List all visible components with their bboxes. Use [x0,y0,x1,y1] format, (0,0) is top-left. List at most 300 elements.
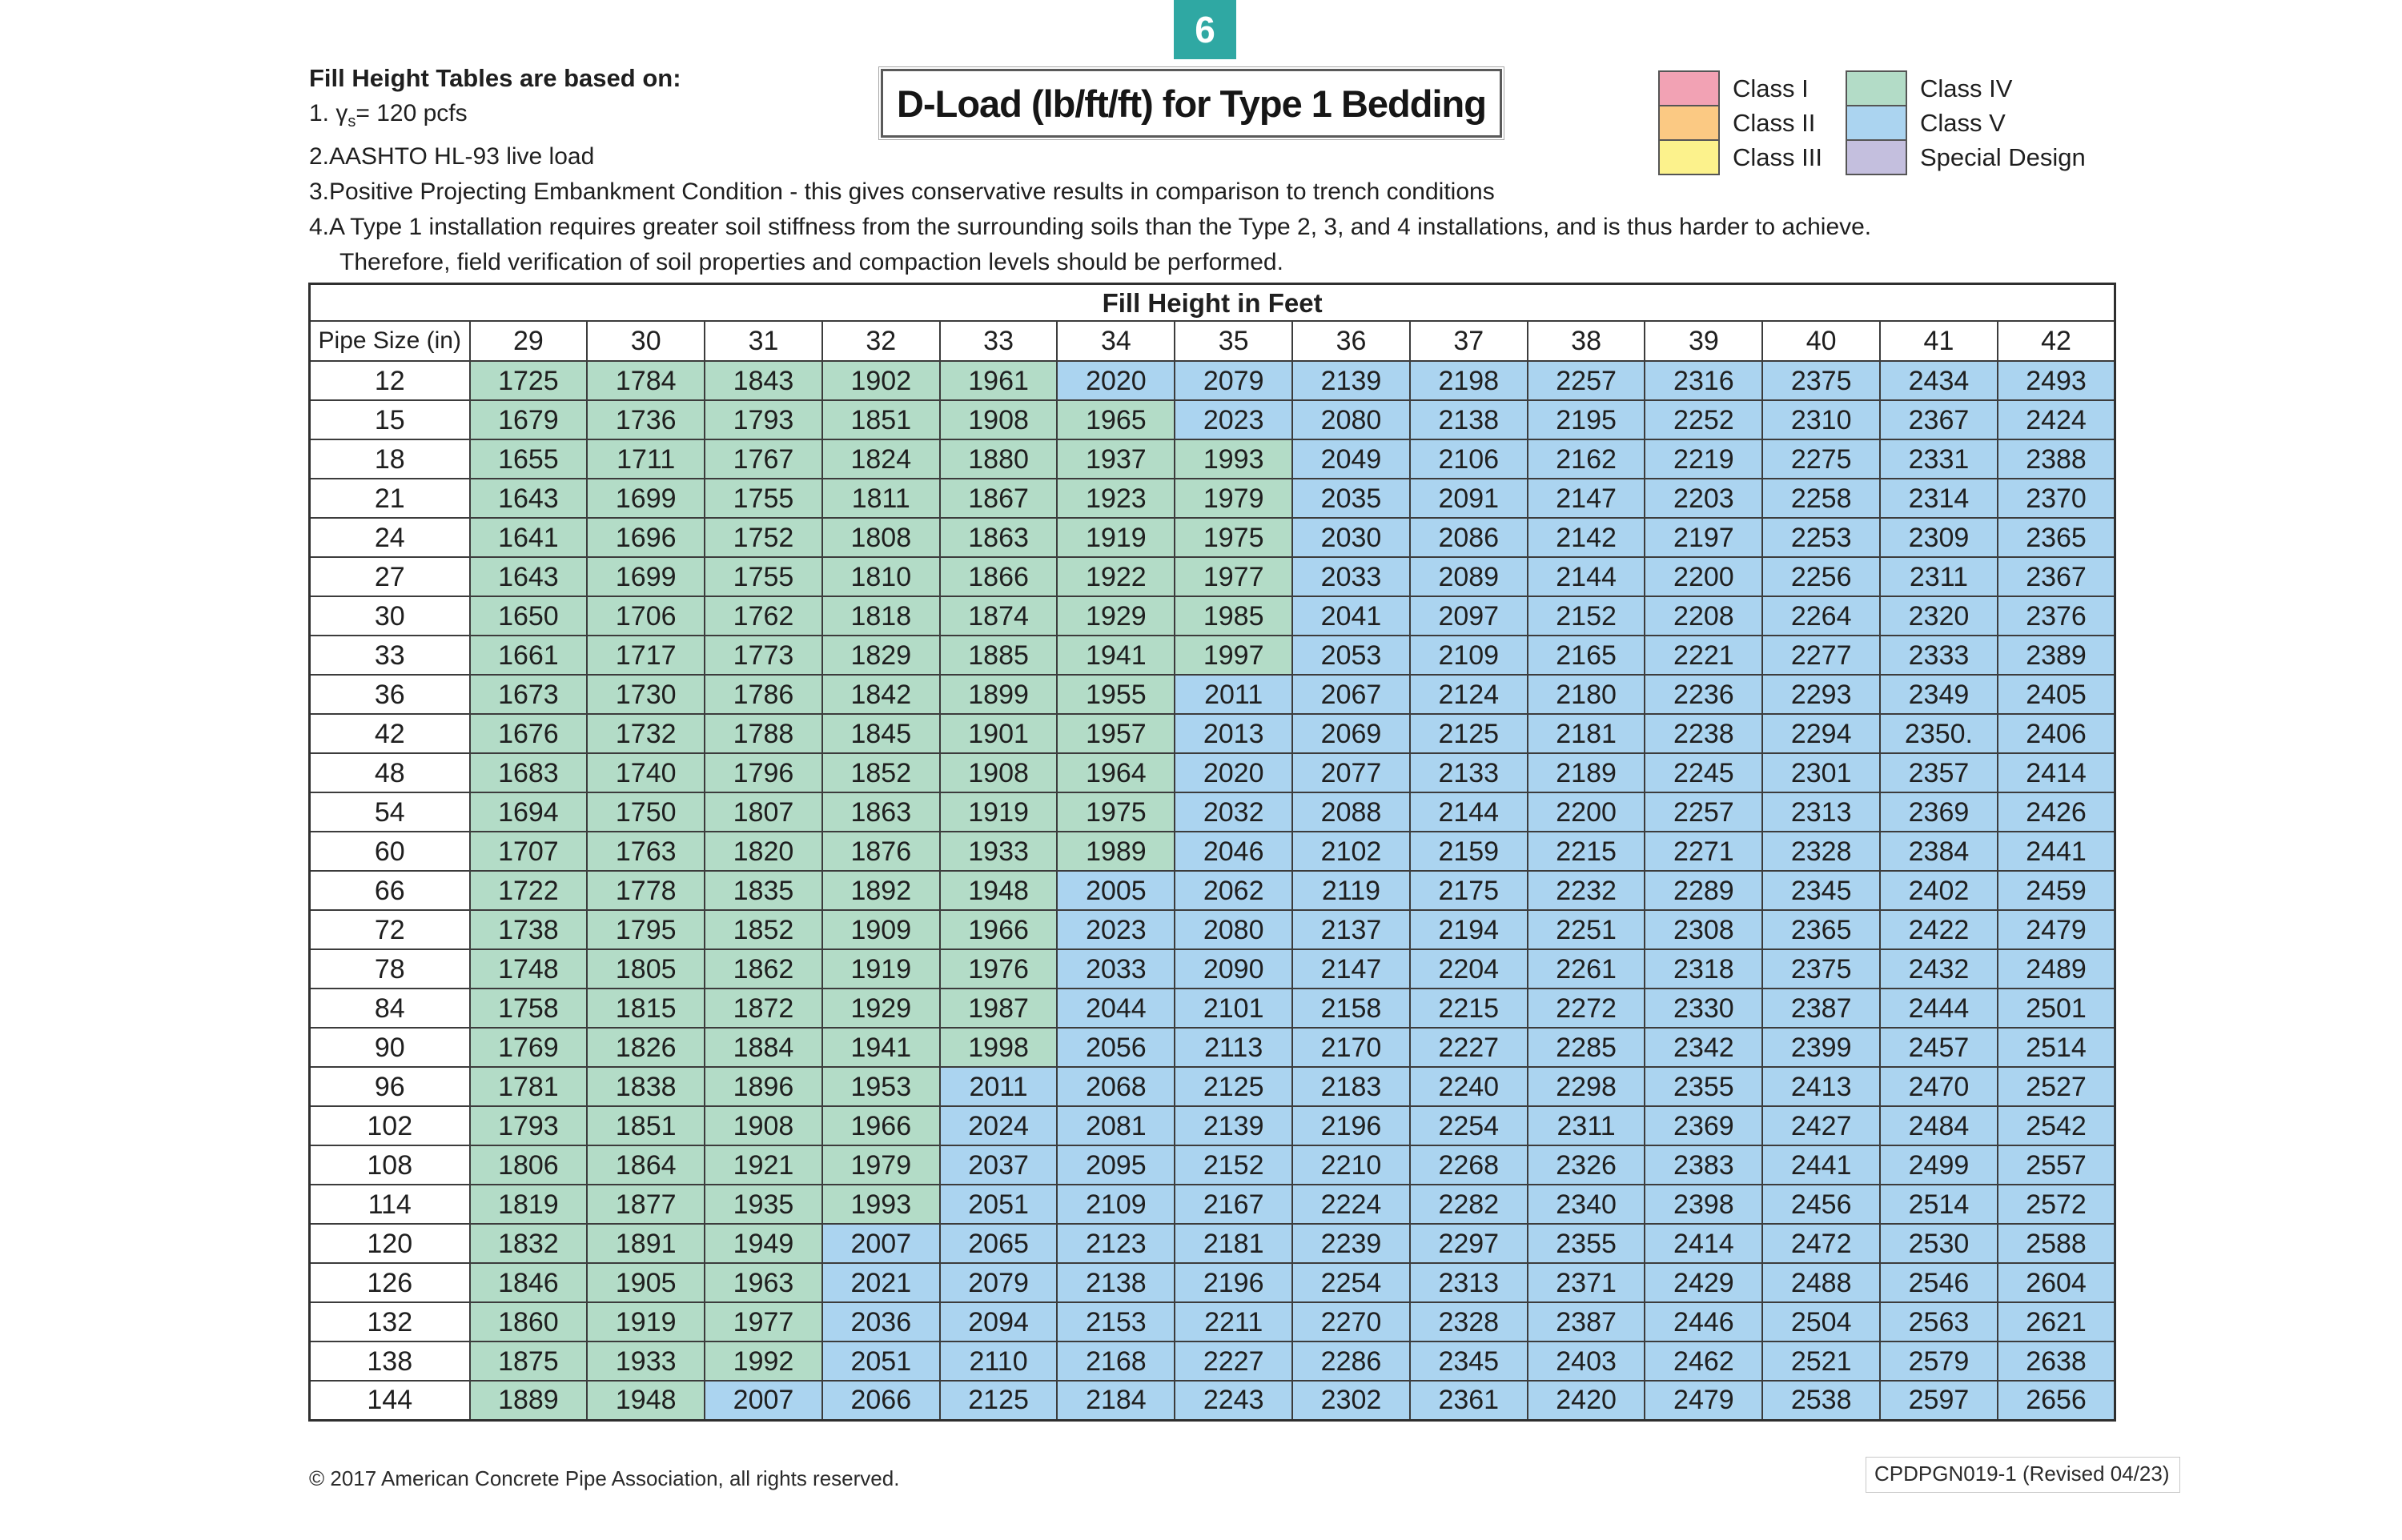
dload-cell-class-v: 2158 [1292,989,1410,1028]
pipe-size-cell: 54 [310,792,470,832]
dload-cell-class-v: 2181 [1528,714,1645,753]
dload-cell-class-iv: 1755 [705,557,822,596]
dload-cell-class-iv: 1941 [1057,636,1175,675]
fill-height-col-31: 31 [705,321,822,361]
dload-cell-class-v: 2429 [1645,1263,1762,1302]
dload-cell-class-v: 2119 [1292,871,1410,910]
note-line: Therefore, field verification of soil properties and compaction levels should be performed. [339,249,1283,275]
dload-cell-class-v: 2243 [1175,1381,1292,1420]
table-row-pipe-108 [310,1145,2115,1185]
table-row-pipe-78 [310,949,2115,989]
dload-cell-class-iv: 1793 [705,400,822,439]
dload-cell-class-iv: 1793 [470,1106,588,1145]
dload-cell-class-iv: 1989 [1057,832,1175,871]
dload-cell-class-v: 2239 [1292,1224,1410,1263]
legend-column-left [1658,70,1822,175]
dload-cell-class-v: 2355 [1528,1224,1645,1263]
dload-cell-class-v: 2367 [1998,557,2115,596]
pipe-size-cell: 90 [310,1028,470,1067]
dload-cell-class-v: 2340 [1528,1185,1645,1224]
dload-cell-class-iv: 1815 [587,989,705,1028]
dload-cell-class-v: 2479 [1645,1381,1762,1420]
table-row-pipe-24 [310,518,2115,557]
dload-cell-class-iv: 1655 [470,439,588,479]
dload-cell-class-v: 2406 [1998,714,2115,753]
dload-cell-class-v: 2032 [1175,792,1292,832]
dload-cell-class-iv: 1889 [470,1381,588,1420]
dload-cell-class-v: 2557 [1998,1145,2115,1185]
dload-cell-class-v: 2088 [1292,792,1410,832]
dload-cell-class-iv: 1964 [1057,753,1175,792]
dload-cell-class-iv: 1807 [705,792,822,832]
dload-cell-class-v: 2365 [1762,910,1880,949]
dload-cell-class-v: 2579 [1880,1341,1998,1381]
note-line: 2.AASHTO HL-93 live load [309,143,595,170]
dload-cell-class-v: 2053 [1292,636,1410,675]
dload-cell-class-v: 2402 [1880,871,1998,910]
dload-cell-class-iv: 1738 [470,910,588,949]
dload-cell-class-v: 2168 [1057,1341,1175,1381]
dload-cell-class-v: 2165 [1528,636,1645,675]
dload-cell-class-v: 2102 [1292,832,1410,871]
dload-cell-class-v: 2232 [1528,871,1645,910]
dload-cell-class-iv: 1921 [705,1145,822,1185]
dload-cell-class-iv: 1880 [940,439,1058,479]
dload-cell-class-v: 2180 [1528,675,1645,714]
dload-cell-class-v: 2538 [1762,1381,1880,1420]
fill-height-col-40: 40 [1762,321,1880,361]
table-row-pipe-27 [310,557,2115,596]
dload-cell-class-iv: 1641 [470,518,588,557]
dload-cell-class-v: 2427 [1762,1106,1880,1145]
dload-cell-class-iv: 1643 [470,479,588,518]
dload-cell-class-v: 2051 [940,1185,1058,1224]
dload-cell-class-v: 2388 [1998,439,2115,479]
dload-cell-class-v: 2215 [1410,989,1528,1028]
dload-cell-class-v: 2441 [1998,832,2115,871]
pipe-size-cell: 15 [310,400,470,439]
legend-swatch-class-i [1658,70,1720,106]
dload-cell-class-v: 2051 [822,1341,940,1381]
dload-cell-class-v: 2257 [1645,792,1762,832]
dload-cell-class-v: 2142 [1528,518,1645,557]
dload-cell-class-v: 2252 [1645,400,1762,439]
table-title: Fill Height in Feet [310,284,2115,322]
dload-cell-class-iv: 1867 [940,479,1058,518]
dload-cell-class-iv: 1796 [705,753,822,792]
legend-swatch-class-iii [1658,139,1720,175]
dload-cell-class-iv: 1876 [822,832,940,871]
dload-cell-class-iv: 1976 [940,949,1058,989]
dload-cell-class-v: 2219 [1645,439,1762,479]
dload-cell-class-v: 2331 [1880,439,1998,479]
dload-cell-class-v: 2350. [1880,714,1998,753]
page-number-badge: 6 [1174,0,1236,59]
pipe-size-cell: 72 [310,910,470,949]
dload-cell-class-v: 2311 [1528,1106,1645,1145]
dload-cell-class-v: 2355 [1645,1067,1762,1106]
dload-cell-class-iv: 1908 [940,753,1058,792]
dload-cell-class-iv: 1901 [940,714,1058,753]
table-row-pipe-15 [310,400,2115,439]
pipe-size-cell: 84 [310,989,470,1028]
table-row-pipe-84 [310,989,2115,1028]
dload-cell-class-iv: 1955 [1057,675,1175,714]
dload-cell-class-v: 2023 [1175,400,1292,439]
pipe-size-cell: 27 [310,557,470,596]
pipe-size-cell: 33 [310,636,470,675]
legend-item [1846,139,2086,175]
fill-height-col-33: 33 [940,321,1058,361]
dload-cell-class-iv: 1829 [822,636,940,675]
dload-cell-class-v: 2457 [1880,1028,1998,1067]
dload-cell-class-iv: 1679 [470,400,588,439]
table-row-pipe-54 [310,792,2115,832]
dload-cell-class-v: 2227 [1410,1028,1528,1067]
dload-cell-class-v: 2546 [1880,1263,1998,1302]
fill-height-col-37: 37 [1410,321,1528,361]
legend-label: Class I [1733,74,1809,102]
dload-cell-class-iv: 1979 [1175,479,1292,518]
legend-item [1846,105,2086,141]
dload-cell-class-v: 2089 [1410,557,1528,596]
dload-cell-class-v: 2285 [1528,1028,1645,1067]
dload-cell-class-v: 2005 [1057,871,1175,910]
dload-cell-class-v: 2011 [1175,675,1292,714]
dload-cell-class-iv: 1696 [587,518,705,557]
dload-cell-class-v: 2434 [1880,361,1998,400]
dload-cell-class-v: 2194 [1410,910,1528,949]
dload-cell-class-v: 2144 [1410,792,1528,832]
dload-cell-class-v: 2375 [1762,361,1880,400]
dload-cell-class-v: 2298 [1528,1067,1645,1106]
dload-cell-class-v: 2198 [1410,361,1528,400]
dload-cell-class-iv: 1762 [705,596,822,636]
dload-cell-class-v: 2398 [1645,1185,1762,1224]
dload-cell-class-v: 2521 [1762,1341,1880,1381]
dload-cell-class-iv: 1941 [822,1028,940,1067]
dload-cell-class-v: 2056 [1057,1028,1175,1067]
dload-cell-class-iv: 1763 [587,832,705,871]
dload-cell-class-v: 2080 [1292,400,1410,439]
dload-cell-class-v: 2420 [1528,1381,1645,1420]
dload-cell-class-iv: 1919 [1057,518,1175,557]
dload-cell-class-v: 2301 [1762,753,1880,792]
fill-height-col-30: 30 [587,321,705,361]
dload-cell-class-v: 2311 [1880,557,1998,596]
dload-cell-class-iv: 1750 [587,792,705,832]
table-row-pipe-132 [310,1302,2115,1341]
dload-cell-class-iv: 1998 [940,1028,1058,1067]
dload-cell-class-iv: 1977 [1175,557,1292,596]
dload-cell-class-iv: 1788 [705,714,822,753]
table-row-pipe-60 [310,832,2115,871]
dload-cell-class-v: 2238 [1645,714,1762,753]
dload-cell-class-v: 2167 [1175,1185,1292,1224]
dload-cell-class-v: 2200 [1645,557,1762,596]
dload-cell-class-iv: 1975 [1057,792,1175,832]
dload-cell-class-v: 2144 [1528,557,1645,596]
table-row-pipe-120 [310,1224,2115,1263]
dload-cell-class-iv: 1885 [940,636,1058,675]
dload-cell-class-v: 2328 [1762,832,1880,871]
dload-cell-class-v: 2020 [1175,753,1292,792]
dload-cell-class-v: 2313 [1410,1263,1528,1302]
dload-cell-class-v: 2106 [1410,439,1528,479]
dload-cell-class-v: 2068 [1057,1067,1175,1106]
dload-cell-class-v: 2384 [1880,832,1998,871]
dload-cell-class-iv: 1758 [470,989,588,1028]
dload-cell-class-v: 2189 [1528,753,1645,792]
pipe-size-cell: 96 [310,1067,470,1106]
page-title: D-Load (lb/ft/ft) for Type 1 Bedding [881,69,1502,138]
dload-cell-class-iv: 1948 [587,1381,705,1420]
table-row-pipe-30 [310,596,2115,636]
dload-cell-class-v: 2456 [1762,1185,1880,1224]
dload-cell-class-v: 2240 [1410,1067,1528,1106]
dload-cell-class-v: 2320 [1880,596,1998,636]
table-row-pipe-144 [310,1381,2115,1420]
dload-cell-class-v: 2147 [1292,949,1410,989]
dload-cell-class-v: 2342 [1645,1028,1762,1067]
dload-cell-class-iv: 1919 [822,949,940,989]
table-title-row [310,284,2115,322]
dload-cell-class-iv: 1953 [822,1067,940,1106]
dload-cell-class-v: 2275 [1762,439,1880,479]
dload-cell-class-v: 2153 [1057,1302,1175,1341]
dload-cell-class-iv: 1661 [470,636,588,675]
dload-cell-class-iv: 1736 [587,400,705,439]
dload-cell-class-iv: 1993 [822,1185,940,1224]
dload-cell-class-v: 2196 [1292,1106,1410,1145]
dload-cell-class-v: 2069 [1292,714,1410,753]
dload-cell-class-v: 2270 [1292,1302,1410,1341]
dload-cell-class-v: 2007 [705,1381,822,1420]
dload-cell-class-v: 2251 [1528,910,1645,949]
dload-cell-class-v: 2138 [1057,1263,1175,1302]
dload-cell-class-v: 2446 [1645,1302,1762,1341]
dload-cell-class-iv: 1707 [470,832,588,871]
dload-cell-class-iv: 1892 [822,871,940,910]
dload-cell-class-iv: 1706 [587,596,705,636]
dload-cell-class-v: 2147 [1528,479,1645,518]
dload-cell-class-iv: 1824 [822,439,940,479]
dload-cell-class-v: 2049 [1292,439,1410,479]
dload-cell-class-iv: 1937 [1057,439,1175,479]
dload-cell-class-v: 2036 [822,1302,940,1341]
table-row-pipe-12 [310,361,2115,400]
dload-cell-class-iv: 1997 [1175,636,1292,675]
dload-cell-class-iv: 1891 [587,1224,705,1263]
dload-cell-class-iv: 1730 [587,675,705,714]
dload-cell-class-v: 2389 [1998,636,2115,675]
legend-item [1846,70,2086,106]
dload-cell-class-v: 2080 [1175,910,1292,949]
dload-cell-class-iv: 1922 [1057,557,1175,596]
dload-cell-class-v: 2123 [1057,1224,1175,1263]
table-row-pipe-33 [310,636,2115,675]
dload-cell-class-iv: 1843 [705,361,822,400]
dload-cell-class-iv: 1784 [587,361,705,400]
dload-cell-class-v: 2563 [1880,1302,1998,1341]
dload-cell-class-iv: 1874 [940,596,1058,636]
dload-cell-class-iv: 1863 [822,792,940,832]
dload-cell-class-v: 2109 [1410,636,1528,675]
dload-cell-class-iv: 1905 [587,1263,705,1302]
dload-cell-class-v: 2254 [1410,1106,1528,1145]
legend-item [1658,105,1822,141]
dload-cell-class-v: 2488 [1762,1263,1880,1302]
dload-cell-class-v: 2095 [1057,1145,1175,1185]
dload-cell-class-iv: 1877 [587,1185,705,1224]
dload-cell-class-v: 2387 [1528,1302,1645,1341]
pipe-size-cell: 60 [310,832,470,871]
dload-cell-class-iv: 1993 [1175,439,1292,479]
dload-cell-class-iv: 1781 [470,1067,588,1106]
dload-cell-class-v: 2441 [1762,1145,1880,1185]
dload-cell-class-v: 2221 [1645,636,1762,675]
dload-cell-class-iv: 1862 [705,949,822,989]
dload-cell-class-v: 2530 [1880,1224,1998,1263]
dload-cell-class-v: 2035 [1292,479,1410,518]
dload-cell-class-v: 2293 [1762,675,1880,714]
dload-cell-class-v: 2330 [1645,989,1762,1028]
dload-cell-class-v: 2184 [1057,1381,1175,1420]
dload-cell-class-v: 2200 [1528,792,1645,832]
dload-cell-class-v: 2501 [1998,989,2115,1028]
pipe-size-cell: 21 [310,479,470,518]
dload-cell-class-iv: 1935 [705,1185,822,1224]
dload-cell-class-v: 2109 [1057,1185,1175,1224]
dload-cell-class-iv: 1773 [705,636,822,675]
dload-cell-class-v: 2024 [940,1106,1058,1145]
dload-cell-class-v: 2656 [1998,1381,2115,1420]
pipe-size-cell: 144 [310,1381,470,1420]
dload-cell-class-v: 2272 [1528,989,1645,1028]
dload-cell-class-v: 2066 [822,1381,940,1420]
dload-cell-class-v: 2203 [1645,479,1762,518]
dload-cell-class-v: 2196 [1175,1263,1292,1302]
dload-cell-class-v: 2313 [1762,792,1880,832]
dload-cell-class-iv: 1699 [587,557,705,596]
pipe-size-cell: 42 [310,714,470,753]
dload-cell-class-v: 2357 [1880,753,1998,792]
dload-cell-class-v: 2125 [940,1381,1058,1420]
dload-cell-class-v: 2365 [1998,518,2115,557]
dload-cell-class-v: 2432 [1880,949,1998,989]
dload-cell-class-v: 2424 [1998,400,2115,439]
dload-cell-class-v: 2345 [1410,1341,1528,1381]
table-row-pipe-42 [310,714,2115,753]
dload-cell-class-v: 2572 [1998,1185,2115,1224]
dload-cell-class-iv: 1866 [940,557,1058,596]
dload-cell-class-iv: 1933 [940,832,1058,871]
table-row-pipe-36 [310,675,2115,714]
table-row-pipe-114 [310,1185,2115,1224]
dload-cell-class-v: 2137 [1292,910,1410,949]
dload-cell-class-v: 2375 [1762,949,1880,989]
dload-cell-class-v: 2139 [1175,1106,1292,1145]
dload-cell-class-iv: 1683 [470,753,588,792]
dload-cell-class-v: 2264 [1762,596,1880,636]
legend-label: Special Design [1920,142,2086,171]
legend-item [1658,70,1822,106]
legend-item [1658,139,1822,175]
dload-cell-class-v: 2062 [1175,871,1292,910]
dload-cell-class-iv: 1835 [705,871,822,910]
note-line: 3.Positive Projecting Embankment Condition - this gives conservative results in comparison to trench conditions [309,178,1495,205]
dload-cell-class-iv: 1811 [822,479,940,518]
dload-cell-class-v: 2499 [1880,1145,1998,1185]
dload-cell-class-iv: 1717 [587,636,705,675]
dload-cell-class-iv: 1992 [705,1341,822,1381]
dload-cell-class-iv: 1694 [470,792,588,832]
dload-cell-class-v: 2414 [1998,753,2115,792]
table-row-pipe-126 [310,1263,2115,1302]
dload-cell-class-v: 2079 [940,1263,1058,1302]
pipe-size-cell: 114 [310,1185,470,1224]
dload-cell-class-v: 2195 [1528,400,1645,439]
dload-cell-class-iv: 1818 [822,596,940,636]
dload-cell-class-v: 2215 [1528,832,1645,871]
pipe-size-cell: 12 [310,361,470,400]
dload-cell-class-v: 2376 [1998,596,2115,636]
dload-cell-class-iv: 1875 [470,1341,588,1381]
dload-cell-class-v: 2138 [1410,400,1528,439]
dload-cell-class-v: 2236 [1645,675,1762,714]
dload-cell-class-v: 2318 [1645,949,1762,989]
dload-cell-class-v: 2224 [1292,1185,1410,1224]
dload-cell-class-iv: 1949 [705,1224,822,1263]
dload-cell-class-v: 2110 [940,1341,1058,1381]
dload-cell-class-v: 2011 [940,1067,1058,1106]
legend-swatch-special-design [1846,139,1907,175]
dload-cell-class-v: 2514 [1880,1185,1998,1224]
dload-cell-class-iv: 1650 [470,596,588,636]
legend-swatch-class-ii [1658,105,1720,141]
dload-cell-class-v: 2310 [1762,400,1880,439]
fill-height-col-36: 36 [1292,321,1410,361]
dload-cell-class-v: 2308 [1645,910,1762,949]
pipe-size-cell: 66 [310,871,470,910]
legend-label: Class II [1733,108,1816,137]
table-row-pipe-138 [310,1341,2115,1381]
fill-height-col-42: 42 [1998,321,2115,361]
dload-cell-class-iv: 1899 [940,675,1058,714]
table-row-pipe-102 [310,1106,2115,1145]
dload-cell-class-iv: 1977 [705,1302,822,1341]
dload-cell-class-v: 2067 [1292,675,1410,714]
dload-cell-class-v: 2204 [1410,949,1528,989]
dload-cell-class-iv: 1965 [1057,400,1175,439]
dload-cell-class-v: 2162 [1528,439,1645,479]
dload-cell-class-v: 2470 [1880,1067,1998,1106]
dload-cell-class-v: 2286 [1292,1341,1410,1381]
fill-height-col-29: 29 [470,321,588,361]
dload-cell-class-iv: 1786 [705,675,822,714]
dload-cell-class-v: 2462 [1645,1341,1762,1381]
table-row-pipe-96 [310,1067,2115,1106]
dload-cell-class-v: 2253 [1762,518,1880,557]
dload-cell-class-v: 2479 [1998,910,2115,949]
dload-cell-class-iv: 1851 [822,400,940,439]
fill-height-col-34: 34 [1057,321,1175,361]
dload-cell-class-v: 2090 [1175,949,1292,989]
dload-cell-class-v: 2413 [1762,1067,1880,1106]
dload-cell-class-v: 2621 [1998,1302,2115,1341]
dload-cell-class-v: 2268 [1410,1145,1528,1185]
dload-cell-class-v: 2065 [940,1224,1058,1263]
